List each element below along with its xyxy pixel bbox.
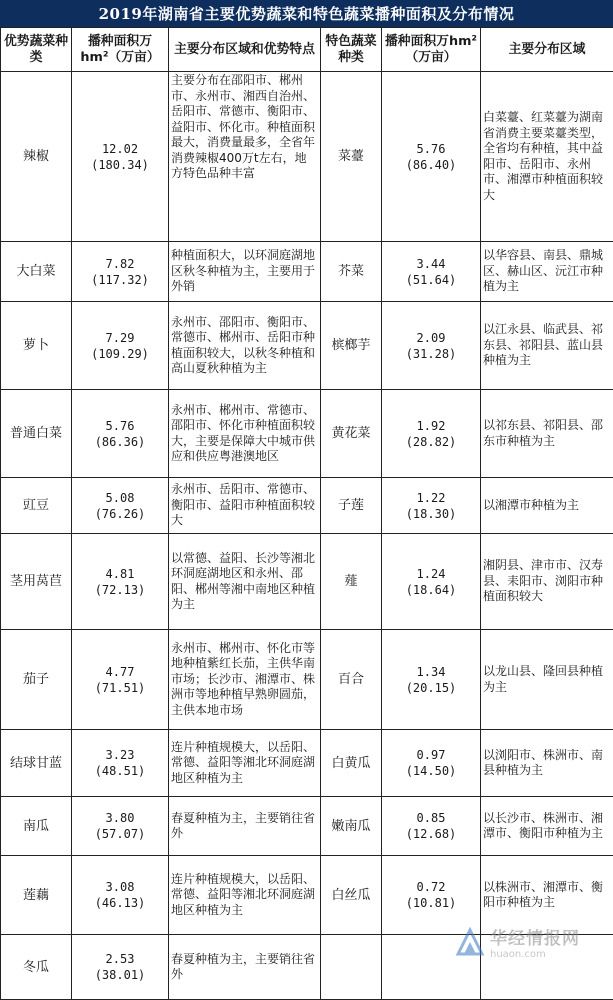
spec-area-hm: 0.97 — [416, 748, 446, 762]
adv-area-mu: (46.13) — [94, 896, 146, 910]
adv-area-cell — [72, 390, 169, 478]
spec-region-cell: 以华容县、南县、鼎城区、赫山区、沅江市种植为主 — [481, 242, 613, 302]
adv-region-cell: 主要分布在邵阳市、郴州市、永州市、湘西自治州、岳阳市、常德市、衡阳市、益阳市、怀化市。种植面积最大，消费量最多，全省年消费辣椒400万t左右，地方特色品种丰富 — [169, 72, 321, 242]
adv-area-mu: (48.51) — [94, 764, 146, 778]
table-row — [1, 534, 613, 630]
adv-region-cell: 连片种植规模大，以岳阳、常德、益阳等湘北环洞庭湖地区种植为主 — [169, 856, 321, 935]
adv-name-cell: 豇豆 — [1, 478, 72, 534]
vegetable-table — [0, 27, 613, 1000]
adv-area-cell — [72, 935, 169, 1000]
adv-area-hm: 12.02 — [101, 141, 139, 156]
table-row — [1, 478, 613, 534]
adv-area-hm: 3.23 — [105, 748, 135, 762]
spec-name-cell: 白黄瓜 — [321, 730, 382, 797]
adv-area-mu: (180.34) — [91, 157, 149, 172]
adv-area-hm: 5.08 — [105, 490, 135, 505]
spec-name-cell: 白丝瓜 — [321, 856, 382, 935]
table-row — [1, 856, 613, 935]
spec-area-hm: 5.76 — [416, 141, 446, 156]
spec-area-mu: (18.64) — [405, 582, 457, 597]
adv-region-cell: 种植面积大，以环洞庭湖地区秋冬种植为主，主要用于外销 — [169, 242, 321, 302]
adv-area-hm: 5.76 — [105, 418, 135, 433]
table-row — [1, 730, 613, 797]
adv-area-mu: (57.07) — [94, 827, 146, 841]
spec-area-cell — [382, 302, 481, 390]
adv-area-mu: (38.01) — [94, 968, 146, 982]
spec-name-cell: 槟榔芋 — [321, 302, 382, 390]
adv-name-cell: 结球甘蓝 — [1, 730, 72, 797]
adv-area-cell — [72, 478, 169, 534]
table-row — [1, 935, 613, 1000]
spec-region-cell: 以浏阳市、株洲市、南县种植为主 — [481, 730, 613, 797]
spec-area-hm: 1.34 — [416, 664, 446, 679]
adv-area-hm: 7.82 — [105, 256, 135, 271]
adv-area-mu: (86.36) — [94, 434, 146, 449]
adv-region-cell: 连片种植规模大，以岳阳、常德、益阳等湘北环洞庭湖地区种植为主 — [169, 730, 321, 797]
table-row — [1, 72, 613, 242]
spec-name-cell: 菜薹 — [321, 72, 382, 242]
spec-area-hm: 1.92 — [416, 418, 446, 433]
adv-area-hm: 7.29 — [105, 330, 135, 345]
adv-area-hm: 4.81 — [105, 566, 135, 581]
spec-name-cell: 黄花菜 — [321, 390, 382, 478]
table-row — [1, 390, 613, 478]
spec-area-cell — [382, 534, 481, 630]
adv-area-mu: (117.32) — [91, 272, 149, 287]
header-adv-region: 主要分布区域和优势特点 — [169, 28, 321, 72]
spec-area-cell — [382, 730, 481, 797]
adv-area-mu: (76.26) — [94, 506, 146, 521]
spec-area-cell — [382, 72, 481, 242]
spec-area-hm: 1.24 — [416, 566, 446, 581]
adv-area-mu: (71.51) — [94, 680, 146, 695]
header-spec-region: 主要分布区域 — [481, 28, 613, 72]
spec-region-cell: 湘阴县、津市市、汉寿县、耒阳市、浏阳市种植面积较大 — [481, 534, 613, 630]
spec-region-cell: 以长沙市、株洲市、湘潭市、衡阳市种植为主 — [481, 797, 613, 856]
adv-region-cell: 春夏种植为主，主要销往省外 — [169, 797, 321, 856]
spec-name-cell: 百合 — [321, 630, 382, 730]
spec-name-cell: 嫩南瓜 — [321, 797, 382, 856]
spec-region-cell: 以株洲市、湘潭市、衡阳市种植为主 — [481, 856, 613, 935]
adv-area-hm: 3.80 — [105, 811, 135, 825]
adv-name-cell: 南瓜 — [1, 797, 72, 856]
adv-region-cell: 春夏种植为主，主要销往省外 — [169, 935, 321, 1000]
spec-area-hm: 0.72 — [416, 880, 446, 894]
spec-area-cell — [382, 935, 481, 1000]
table-row — [1, 797, 613, 856]
header-adv-type: 优势蔬菜种类 — [1, 28, 72, 72]
spec-region-cell: 以江永县、临武县、祁东县、祁阳县、蓝山县种植为主 — [481, 302, 613, 390]
spec-area-mu: (86.40) — [405, 157, 457, 172]
adv-name-cell: 茄子 — [1, 630, 72, 730]
spec-area-hm: 2.09 — [416, 330, 446, 345]
spec-area-mu: (31.28) — [405, 346, 457, 361]
adv-name-cell: 冬瓜 — [1, 935, 72, 1000]
adv-area-mu: (72.13) — [94, 582, 146, 597]
header-adv-area: 播种面积万hm²（万亩） — [72, 28, 169, 72]
adv-area-cell — [72, 797, 169, 856]
adv-area-cell — [72, 856, 169, 935]
spec-name-cell: 薤 — [321, 534, 382, 630]
adv-region-cell: 永州市、邵阳市、衡阳市、常德市、郴州市、岳阳市种植面积较大，以秋冬种植和高山夏秋种植为主 — [169, 302, 321, 390]
table-row — [1, 630, 613, 730]
adv-area-hm: 2.53 — [105, 952, 135, 966]
spec-area-hm: 1.22 — [416, 490, 446, 505]
header-spec-area: 播种面积万hm²（万亩） — [382, 28, 481, 72]
spec-area-cell — [382, 242, 481, 302]
spec-area-cell — [382, 478, 481, 534]
table-title: 2019年湖南省主要优势蔬菜和特色蔬菜播种面积及分布情况 — [0, 0, 613, 27]
spec-area-cell — [382, 797, 481, 856]
adv-area-cell — [72, 302, 169, 390]
adv-area-cell — [72, 630, 169, 730]
spec-region-cell: 白菜薹、红菜薹为湖南省消费主要菜薹类型，全省均有种植，其中益阳市、岳阳市、永州市、湘潭市种植面积较大 — [481, 72, 613, 242]
spec-area-cell — [382, 630, 481, 730]
watermark-en: huaon.com — [490, 949, 546, 960]
adv-region-cell: 永州市、郴州市、怀化市等地种植紫红长茄，主供华南市场；长沙市、湘潭市、株洲市等地种植早熟卵圆茄，主供本地市场 — [169, 630, 321, 730]
spec-area-mu: (12.68) — [405, 827, 457, 841]
spec-area-mu: (14.50) — [405, 764, 457, 778]
table-row — [1, 302, 613, 390]
spec-area-mu: (18.30) — [405, 506, 457, 521]
spec-region-cell — [481, 935, 613, 1000]
adv-area-cell — [72, 72, 169, 242]
spec-area-cell — [382, 390, 481, 478]
spec-area-mu: (20.15) — [405, 680, 457, 695]
adv-name-cell: 普通白菜 — [1, 390, 72, 478]
adv-area-cell — [72, 534, 169, 630]
adv-area-hm: 4.77 — [105, 664, 135, 679]
spec-area-mu: (28.82) — [405, 434, 457, 449]
adv-name-cell: 大白菜 — [1, 242, 72, 302]
spec-area-hm: 0.85 — [416, 811, 446, 825]
adv-area-mu: (109.29) — [91, 346, 149, 361]
table-row — [1, 242, 613, 302]
spec-area-cell — [382, 856, 481, 935]
spec-name-cell: 子莲 — [321, 478, 382, 534]
header-row — [1, 28, 613, 72]
adv-name-cell: 莲藕 — [1, 856, 72, 935]
spec-area-hm: 3.44 — [416, 256, 446, 271]
watermark-cn: 华经情报网 — [490, 929, 580, 949]
spec-region-cell: 以龙山县、隆回县种植为主 — [481, 630, 613, 730]
spec-area-mu: (51.64) — [405, 272, 457, 287]
spec-area-mu: (10.81) — [405, 896, 457, 910]
adv-area-hm: 3.08 — [105, 880, 135, 894]
adv-region-cell: 永州市、郴州市、常德市、邵阳市、怀化市种植面积较大，主要是保障大中城市供应和供应粤港澳地区 — [169, 390, 321, 478]
spec-name-cell — [321, 935, 382, 1000]
adv-region-cell: 永州市、岳阳市、常德市、衡阳市、益阳市种植面积较大 — [169, 478, 321, 534]
adv-area-cell — [72, 242, 169, 302]
adv-area-cell — [72, 730, 169, 797]
spec-region-cell: 以湘潭市种植为主 — [481, 478, 613, 534]
adv-name-cell: 萝卜 — [1, 302, 72, 390]
header-spec-type: 特色蔬菜种类 — [321, 28, 382, 72]
adv-name-cell: 辣椒 — [1, 72, 72, 242]
spec-name-cell: 芥菜 — [321, 242, 382, 302]
adv-region-cell: 以常德、益阳、长沙等湘北环洞庭湖地区和永州、邵阳、郴州等湘中南地区种植为主 — [169, 534, 321, 630]
adv-name-cell: 茎用莴苣 — [1, 534, 72, 630]
spec-region-cell: 以祁东县、祁阳县、邵东市种植为主 — [481, 390, 613, 478]
